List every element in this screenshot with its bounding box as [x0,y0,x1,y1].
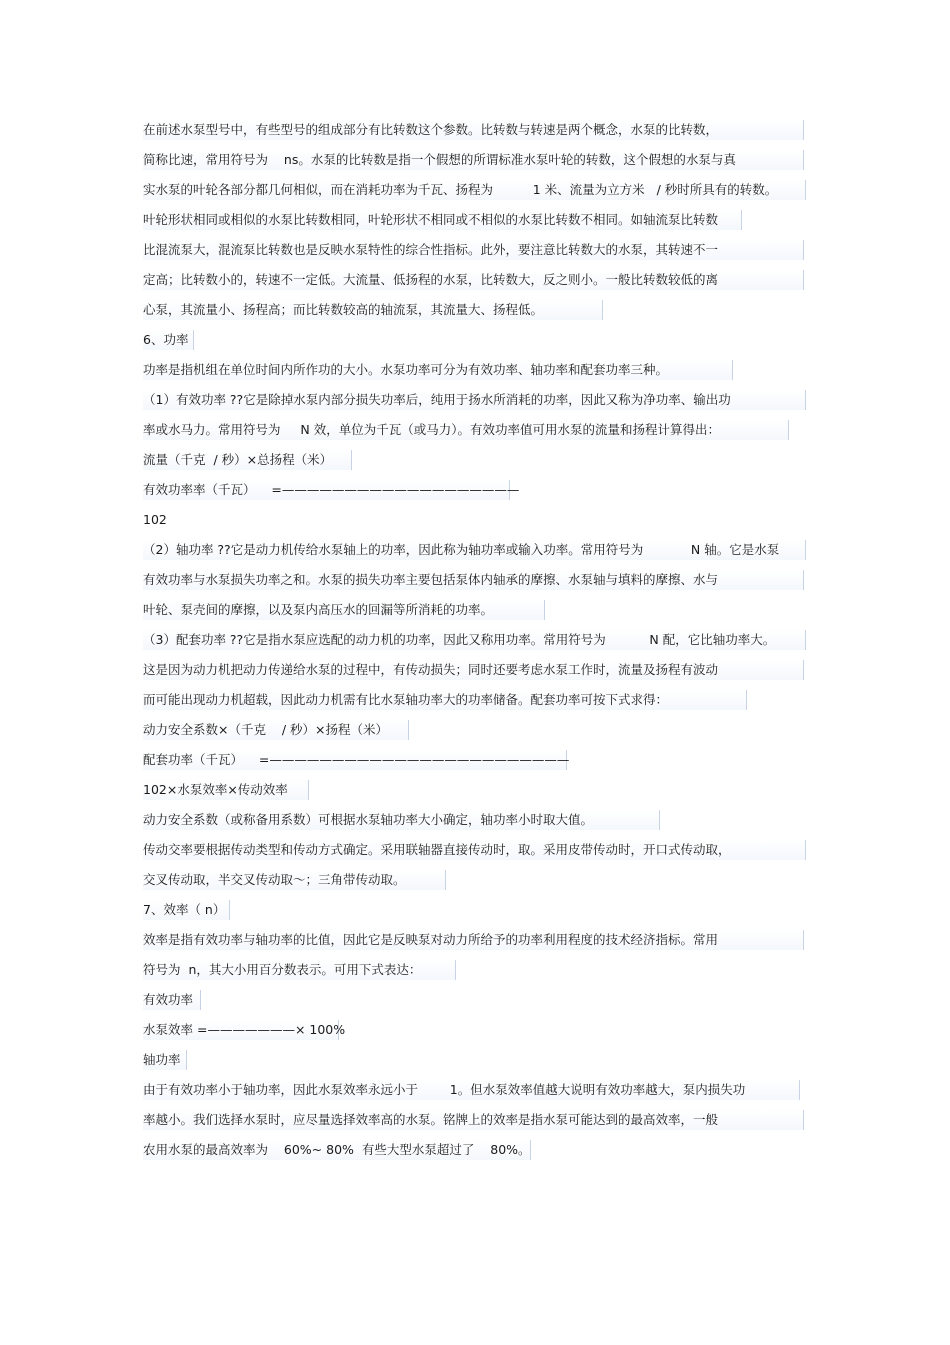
text-line: 效率是指有效功率与轴功率的比值，因此它是反映泵对动力所给予的功率利用程度的技术经济指标。常用 [143,930,804,950]
formula-line: 水泵效率 =———————× 100% [143,1020,339,1040]
text-line: 率越小。我们选择水泵时，应尽量选择效率高的水泵。铭牌上的效率是指水泵可能达到的最高效率，一般 [143,1110,804,1130]
formula-line: 有效功率率（千瓦） =——————————————————— [143,480,510,500]
text-line: 叶轮、泵壳间的摩擦，以及泵内高压水的回漏等所消耗的功率。 [143,600,545,620]
formula-denominator: 102 [143,512,167,527]
text-line: 有效功率与水泵损失功率之和。水泵的损失功率主要包括泵体内轴承的摩擦、水泵轴与填料的摩擦、水与 [143,570,804,590]
text-line: 在前述水泵型号中，有些型号的组成部分有比转数这个参数。比转数与转速是两个概念，水泵的比转数， [143,120,804,140]
text-line: 符号为 n，其大小用百分数表示。可用下式表达： [143,960,456,980]
text-line: 定高；比转数小的，转速不一定低。大流量、低扬程的水泵，比转数大，反之则小。一般比转数较低的离 [143,270,804,290]
text-line: 交叉传动取，半交叉传动取～；三角带传动取。 [143,870,446,890]
text-line: 叶轮形状相同或相似的水泵比转数相同，叶轮形状不相同或不相似的水泵比转数不相同。如轴流泵比转数 [143,210,742,230]
formula-line: 配套功率（千瓦） =———————————————————————— [143,750,567,770]
text-line: 功率是指机组在单位时间内所作功的大小。水泵功率可分为有效功率、轴功率和配套功率三种。 [143,360,733,380]
formula-denominator: 102×水泵效率×传动效率 [143,780,309,800]
section-heading: 7、效率（ n） [143,900,230,920]
text-line: 心泵，其流量小、扬程高；而比转数较高的轴流泵，其流量大、扬程低。 [143,300,603,320]
formula-numerator: 有效功率 [143,990,201,1010]
text-line: 农用水泵的最高效率为 60%~ 80% 有些大型水泵超过了 80%。 [143,1140,531,1160]
text-line: 而可能出现动力机超载，因此动力机需有比水泵轴功率大的功率储备。配套功率可按下式求得： [143,690,747,710]
formula-numerator: 动力安全系数×（千克 / 秒）×扬程（米） [143,720,409,740]
text-line: （3）配套功率 ??它是指水泵应选配的动力机的功率，因此又称用功率。常用符号为 N 配，它比轴功率大。 [143,630,806,650]
text-line: （2）轴功率 ??它是动力机传给水泵轴上的功率，因此称为轴功率或输入功率。常用符号为 N 轴。它是水泵 [143,540,806,560]
text-line: 动力安全系数（或称备用系数）可根据水泵轴功率大小确定，轴功率小时取大值。 [143,810,660,830]
formula-denominator: 轴功率 [143,1050,187,1070]
section-heading: 6、功率 [143,330,194,350]
text-line: 简称比速，常用符号为 ns。水泵的比转数是指一个假想的所谓标准水泵叶轮的转数，这个假想的水泵与真 [143,150,804,170]
text-line: 传动交率要根据传动类型和传动方式确定。采用联轴器直接传动时，取。采用皮带传动时，开口式传动取， [143,840,806,860]
formula-numerator: 流量（千克 / 秒）×总扬程（米） [143,450,352,470]
text-line: 率或水马力。常用符号为 N 效，单位为千瓦（或马力）。有效功率值可用水泵的流量和扬程计算得出： [143,420,789,440]
text-line: 比混流泵大，混流泵比转数也是反映水泵特性的综合性指标。此外，要注意比转数大的水泵，其转速不一 [143,240,804,260]
text-line: 这是因为动力机把动力传递给水泵的过程中，有传动损失；同时还要考虑水泵工作时，流量及扬程有波动 [143,660,804,680]
text-line: 由于有效功率小于轴功率，因此水泵效率永远小于 1。但水泵效率值越大说明有效功率越大，泵内损失功 [143,1080,800,1100]
text-line: 实水泵的叶轮各部分都几何相似，而在消耗功率为千瓦、扬程为 1 米、流量为立方米 / 秒时所具有的转数。 [143,180,806,200]
text-line: （1）有效功率 ??它是除掉水泵内部分损失功率后，纯用于扬水所消耗的功率，因此又称为净功率、输出功 [143,390,806,410]
